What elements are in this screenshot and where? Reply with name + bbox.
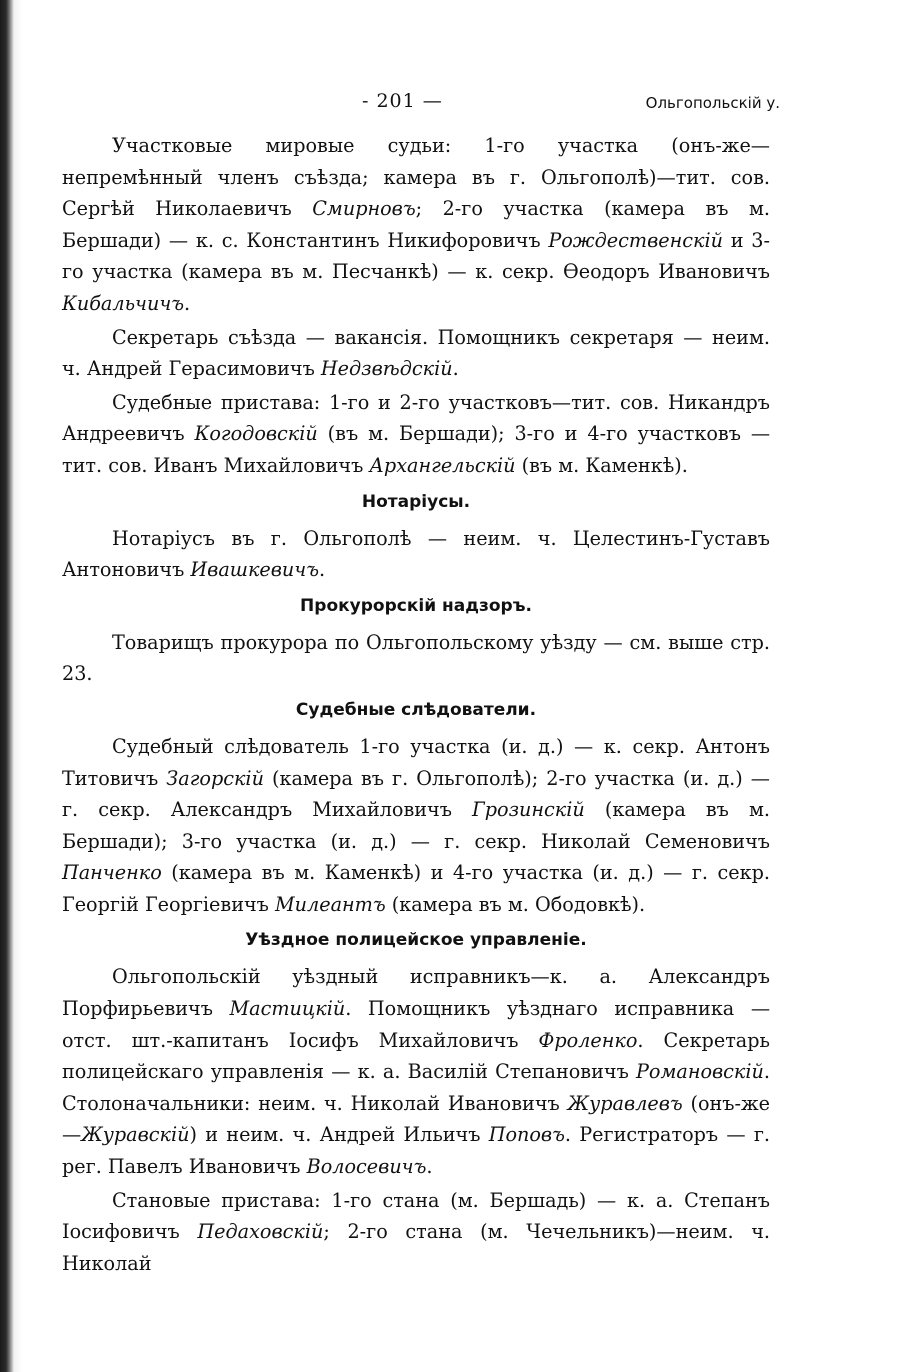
text-run: (камера въ м. Ободовкѣ). xyxy=(385,892,646,916)
surname: Грозинскій xyxy=(472,798,585,822)
text-run: . Столоначальники: неим. ч. Николай Ивановичъ xyxy=(62,1060,770,1115)
text-run: Участковые мировые судьи: 1-го участка (онъ-же—непремѣнный членъ съѣзда; камера въ г. Ольгополѣ)—тит. сов. Сергѣй Николаевичъ xyxy=(62,134,770,221)
section-heading: Уѣздное полицейское управленіе. xyxy=(245,930,587,951)
text-run: Становые пристава: 1-го стана (м. Бершадь) — к. а. Степанъ Іосифовичъ xyxy=(62,1188,770,1244)
surname: Романовскій xyxy=(636,1060,764,1084)
surname: Архангельскій xyxy=(369,453,516,477)
document-body xyxy=(62,130,770,1279)
paragraph xyxy=(62,1185,770,1280)
text-run: ; 2-го стана (м. Чечельникъ)—неим. ч. Николай xyxy=(62,1220,770,1275)
paragraph xyxy=(62,523,770,586)
text-run: . Регистраторъ — г. рег. Павелъ Ивановичъ xyxy=(62,1123,770,1179)
document-page xyxy=(62,88,780,1281)
surname: Мастицкій xyxy=(229,997,346,1021)
paragraph xyxy=(62,322,770,385)
text-run: (камера въ м. Бершади); 3-го участка (и. д.) — г. секр. Николай Семеновичъ xyxy=(62,798,770,853)
text-run: Секретарь съѣзда — вакансія. Помощникъ секретаря — неим. ч. Андрей Герасимовичъ xyxy=(62,325,770,381)
text-run: (онъ-же— xyxy=(62,1091,771,1147)
surname: Смирновъ xyxy=(312,197,416,221)
running-head: Ольгопольскій у. xyxy=(645,94,780,112)
surname: Панченко xyxy=(62,861,162,885)
text-run: ) и неим. ч. Андрей Ильичъ xyxy=(189,1123,489,1147)
paragraph xyxy=(62,961,770,1182)
text-run: . xyxy=(319,558,326,582)
text-run: (въ м. Каменкѣ). xyxy=(515,453,688,477)
text-run: Ольгопольскій уѣздный исправникъ—к. а. Александръ Порфирьевичъ xyxy=(62,965,770,1021)
surname: Когодовскій xyxy=(194,422,318,446)
text-run: Товарищъ прокурора по Ольгопольскому уѣзду — см. выше стр. 23. xyxy=(62,630,770,686)
surname: Волосевичъ xyxy=(306,1155,427,1179)
text-run: Судебные пристава: 1-го и 2-го участковъ—тит. сов. Никандръ Андреевичъ xyxy=(62,390,770,446)
text-run: . xyxy=(452,357,459,381)
section-heading: Прокурорскій надзоръ. xyxy=(300,595,532,616)
surname: Педаховскій xyxy=(197,1220,324,1244)
text-run: Судебный слѣдователь 1-го участка (и. д.) — к. секр. Антонъ Титовичъ xyxy=(62,734,770,790)
surname: Поповъ xyxy=(488,1123,565,1147)
page-header xyxy=(62,88,780,128)
surname: Милеантъ xyxy=(275,892,386,916)
text-run: ; 2-го участка (камера въ м. Бершади) — к. с. Константинъ Никифоровичъ xyxy=(62,197,770,252)
paragraph xyxy=(62,627,770,690)
text-run: . xyxy=(184,291,191,315)
text-run: и 3-го участка (камера въ м. Песчанкѣ) — к. секр. Ѳеодоръ Ивановичъ xyxy=(62,228,770,284)
surname: Кибальчичъ xyxy=(62,291,185,315)
section-heading: Нотаріусы. xyxy=(361,491,471,512)
text-run: . Помощникъ уѣзднаго исправника — отст. шт.-капитанъ Іосифъ Михайловичъ xyxy=(62,997,771,1052)
surname: Загорскій xyxy=(166,766,264,790)
text-run: . xyxy=(426,1155,433,1179)
paragraph xyxy=(62,731,770,921)
surname: Журавлевъ xyxy=(567,1091,683,1115)
surname: Рождественскій xyxy=(548,228,723,252)
text-run: (въ м. Бершади); 3-го и 4-го участковъ — тит. сов. Иванъ Михайловичъ xyxy=(62,422,771,477)
section-heading: Судебные слѣдователи. xyxy=(295,699,537,720)
surname: Журавскій xyxy=(81,1123,190,1147)
surname: Фроленко xyxy=(538,1028,638,1052)
paragraph xyxy=(62,387,770,482)
paragraph xyxy=(62,130,770,320)
surname: Недзвѣдскій xyxy=(320,357,453,381)
text-run: Нотаріусъ въ г. Ольгополѣ — неим. ч. Целестинъ-Густавъ Антоновичъ xyxy=(62,526,770,582)
book-binding-edge xyxy=(0,0,22,1372)
text-run: (камера въ м. Каменкѣ) и 4-го участка (и. д.) — г. секр. Георгій Георгіевичъ xyxy=(62,861,770,916)
text-run: . Секретарь полицейскаго управленія — к. а. Василій Степановичъ xyxy=(62,1028,770,1084)
page-number: - 201 — xyxy=(362,90,443,112)
surname: Ивашкевичъ xyxy=(190,558,320,582)
text-run: (камера въ г. Ольгополѣ); 2-го участка (и. д.) — г. секр. Александръ Михайловичъ xyxy=(62,766,770,822)
